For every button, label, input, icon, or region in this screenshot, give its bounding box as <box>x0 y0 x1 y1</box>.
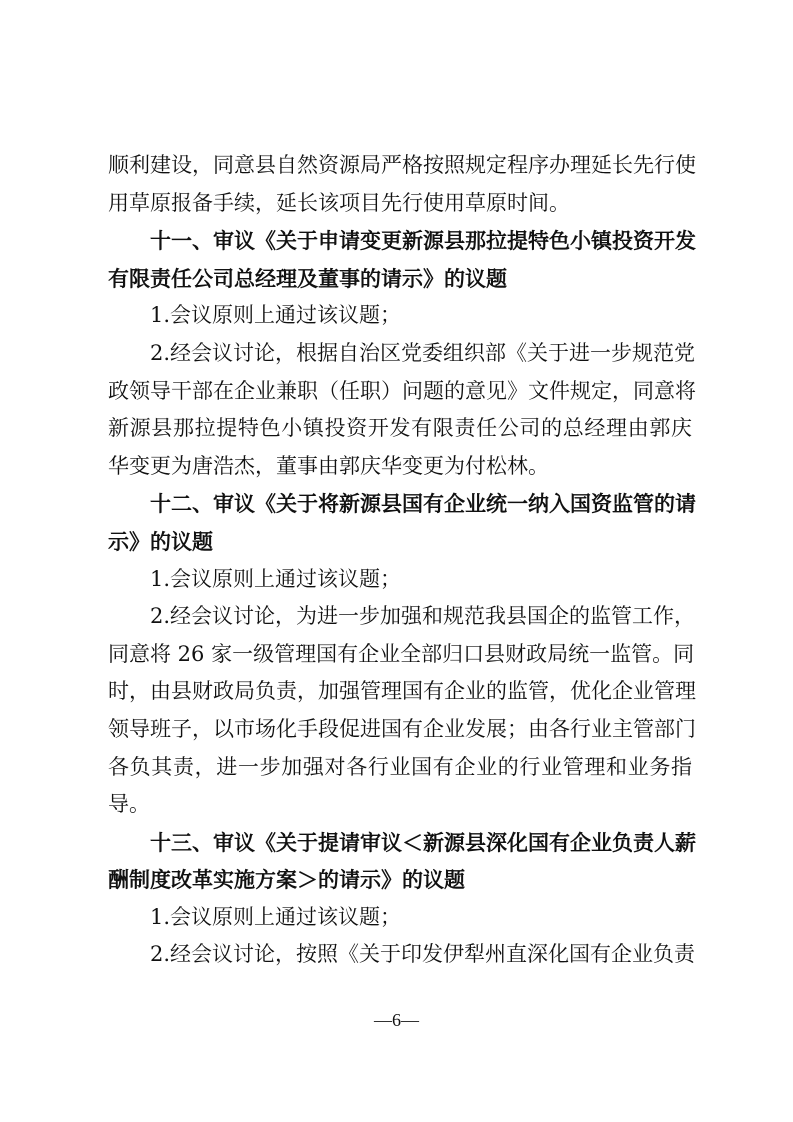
paragraph-line: 2.经会议讨论，根据自治区党委组织部《关于进一步规范党 <box>150 340 696 365</box>
paragraph-line: 2.经会议讨论，为进一步加强和规范我县国企的监管工作， <box>150 604 696 629</box>
paragraph-line: 1.会议原则上通过该议题； <box>150 904 402 929</box>
section-heading-line: 酬制度改革实施方案＞的请示》的议题 <box>108 867 465 893</box>
paragraph-line: 顺利建设，同意县自然资源局严格按照规定程序办理延长先行使 <box>108 153 696 177</box>
paragraph-line: 政领导干部在企业兼职（任职）问题的意见》文件规定，同意将 <box>108 378 696 403</box>
paragraph-line: 时，由县财政局负责，加强管理国有企业的监管，优化企业管理 <box>108 679 696 704</box>
section-heading-line: 十二、审议《关于将新源县国有企业统一纳入国资监管的请 <box>150 491 696 517</box>
section-heading-line: 十三、审议《关于提请审议＜新源县深化国有企业负责人薪 <box>150 829 696 855</box>
paragraph-line: 新源县那拉提特色小镇投资开发有限责任公司的总经理由郭庆 <box>108 416 692 441</box>
section-heading-line: 十一、审议《关于申请变更新源县那拉提特色小镇投资开发 <box>150 228 696 254</box>
paragraph-line: 用草原报备手续，延长该项目先行使用草原时间。 <box>108 190 570 215</box>
paragraph-line: 导。 <box>108 792 150 817</box>
document-body <box>108 147 696 974</box>
section-heading-line: 有限责任公司总经理及董事的请示》的议题 <box>108 265 507 291</box>
paragraph-line: 华变更为唐浩杰，董事由郭庆华变更为付松林。 <box>108 453 549 478</box>
page-number: —6— <box>374 1010 419 1030</box>
paragraph-line: 2.经会议讨论，按照《关于印发伊犁州直深化国有企业负责 <box>150 942 696 967</box>
paragraph-line: 各负其责，进一步加强对各行业国有企业的行业管理和业务指 <box>108 754 692 779</box>
paragraph-line: 领导班子，以市场化手段促进国有企业发展；由各行业主管部门 <box>108 716 696 741</box>
paragraph-line: 1.会议原则上通过该议题； <box>150 566 402 591</box>
paragraph-line: 同意将 26 家一级管理国有企业全部归口县财政局统一监管。同 <box>108 641 695 666</box>
section-heading-line: 示》的议题 <box>108 528 213 554</box>
paragraph-line: 1.会议原则上通过该议题； <box>150 303 402 328</box>
